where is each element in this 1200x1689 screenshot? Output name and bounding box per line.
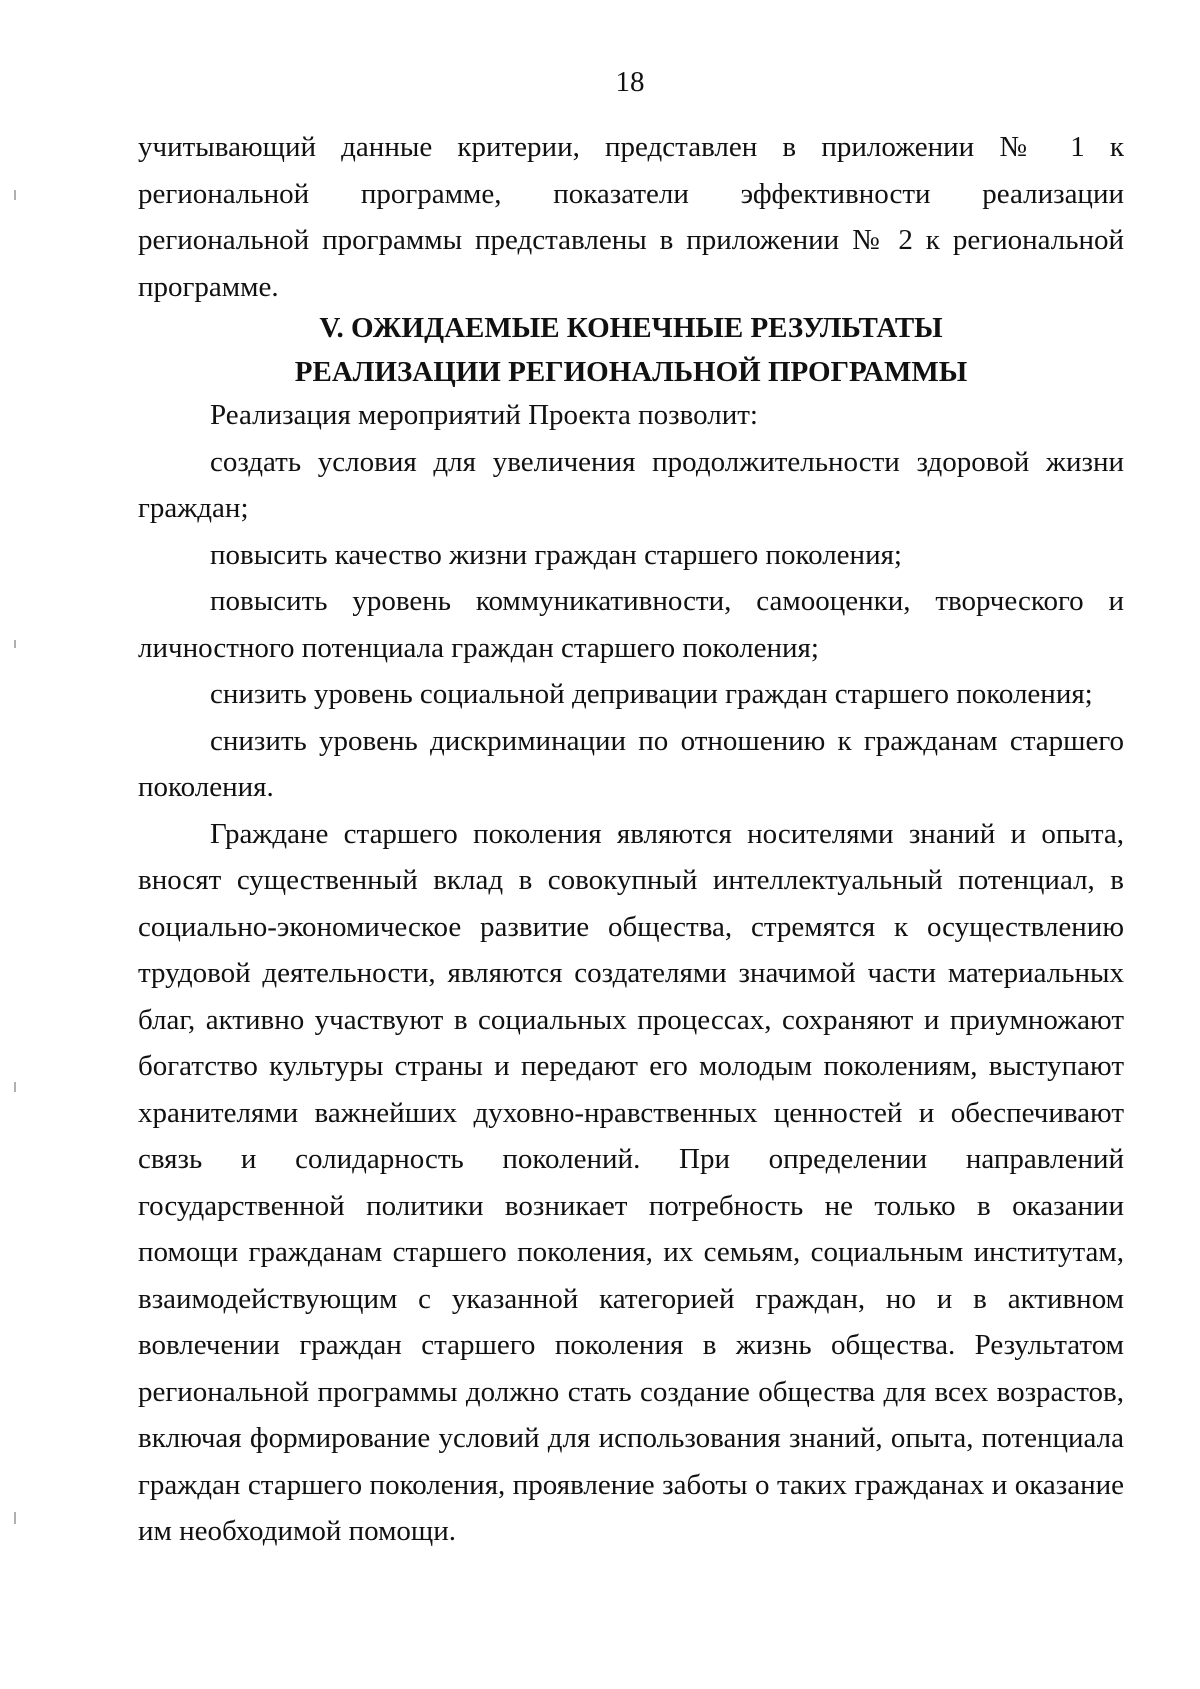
intro-paragraph: учитывающий данные критерии, представлен в приложении № 1 к региональной программе, показатели эффективности реализации региональной программы представлены в приложении № 2 к региональной программе. (138, 131, 1124, 303)
scan-margin-mark (14, 640, 16, 648)
paragraph: снизить уровень социальной депривации граждан старшего поколения; (210, 678, 1093, 710)
paragraph: снизить уровень дискриминации по отношению к гражданам старшего поколения. (138, 724, 1124, 803)
paragraph: Граждане старшего поколения являются носителями знаний и опыта, вносят существенный вклад в совокупный интеллектуальный потенциал, в социально-экономическое развитие общества, стремятся к осуществлению трудовой деятельности, являются создателями значимой части материальных благ, активно участвуют в социальных процессах, сохраняют и приумножают богатство культуры страны и передают его молодым поколениям, выступают хранителями важнейших духовно-нравственных ценностей и обеспечивают связь и солидарность поколений. При определении направлений государственной политики возникает потребность не только в оказании помощи гражданам старшего поколения, их семьям, социальным институтам, взаимодействующим с указанной категорией граждан, но и в активном вовлечении граждан старшего поколения в жизнь общества. Результатом региональной программы должно стать создание общества для всех возрастов, включая формирование условий для использования знаний, опыта, потенциала граждан старшего поколения, проявление заботы о таких гражданах и оказание им необходимой помощи. (138, 817, 1124, 1547)
paragraph: создать условия для увеличения продолжительности здоровой жизни граждан; (138, 445, 1124, 524)
scan-margin-mark (14, 1082, 16, 1092)
intro-text-block (138, 124, 1124, 310)
section-heading (138, 306, 1124, 394)
paragraph: Реализация мероприятий Проекта позволит: (210, 399, 758, 431)
paragraph: повысить качество жизни граждан старшего поколения; (210, 538, 902, 571)
section-heading-line-2: РЕАЛИЗАЦИИ РЕГИОНАЛЬНОЙ ПРОГРАММЫ (294, 356, 968, 388)
scan-margin-mark (14, 190, 16, 200)
paragraph: повысить уровень коммуникативности, самооценки, творческого и личностного потенциала граждан старшего поколения; (138, 585, 1124, 664)
section-heading-line-1: V. ОЖИДАЕМЫЕ КОНЕЧНЫЕ РЕЗУЛЬТАТЫ (319, 312, 943, 344)
page-number: 18 (615, 66, 645, 98)
body-text-block (138, 392, 1124, 1555)
scan-margin-mark (14, 1512, 16, 1524)
